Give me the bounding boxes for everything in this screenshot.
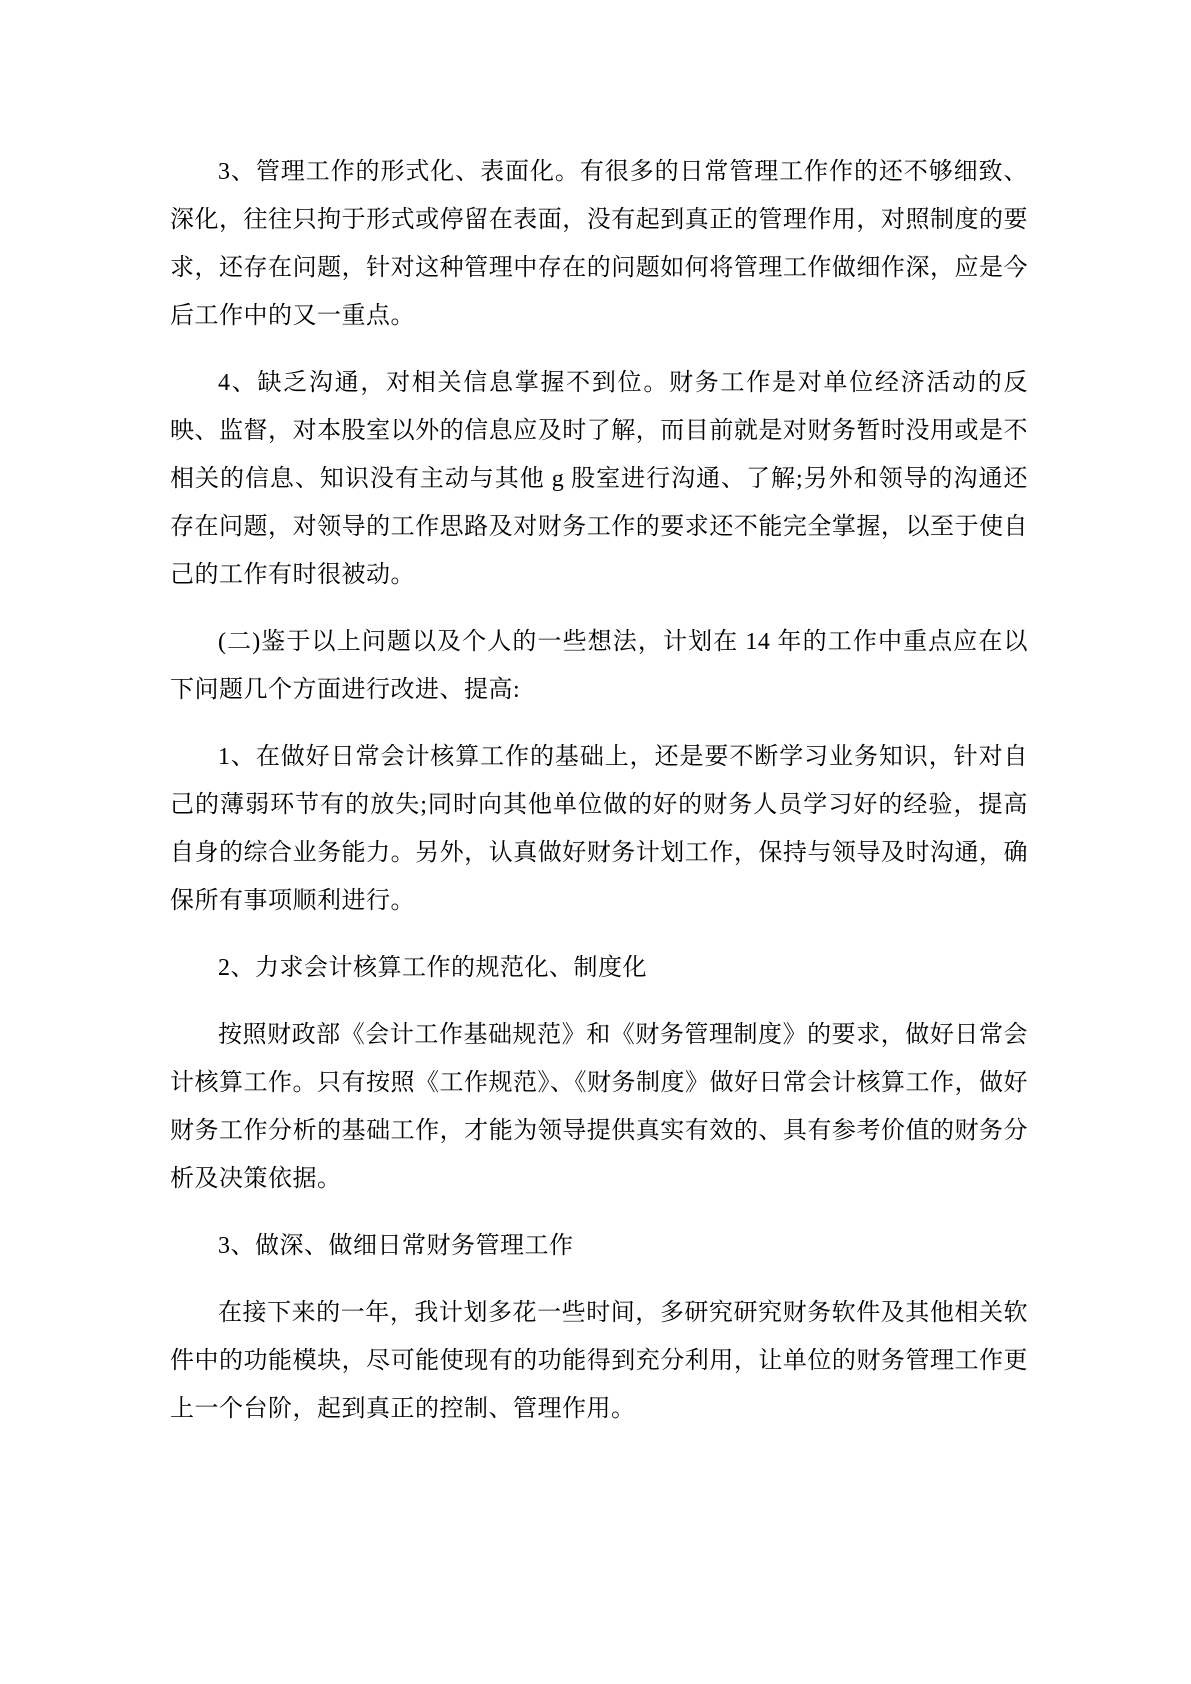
paragraph: 2、力求会计核算工作的规范化、制度化 xyxy=(218,955,647,981)
paragraph: (二)鉴于以上问题以及个人的一些想法，计划在 14 年的工作中重点应在以下问题几个方面进行改进、提高: xyxy=(170,629,1028,703)
paragraph: 在接下来的一年，我计划多花一些时间，多研究研究财务软件及其他相关软件中的功能模块，尽可能使现有的功能得到充分利用，让单位的财务管理工作更上一个台阶，起到真正的控制、管理作用。 xyxy=(170,1300,1028,1422)
document-body xyxy=(170,148,1028,1433)
paragraph: 3、管理工作的形式化、表面化。有很多的日常管理工作作的还不够细致、深化，往往只拘于形式或停留在表面，没有起到真正的管理作用，对照制度的要求，还存在问题，针对这种管理中存在的问题如何将管理工作做细作深，应是今后工作中的又一重点。 xyxy=(170,159,1028,329)
paragraph: 按照财政部《会计工作基础规范》和《财务管理制度》的要求，做好日常会计核算工作。只有按照《工作规范》、《财务制度》做好日常会计核算工作，做好财务工作分析的基础工作，才能为领导提供真实有效的、具有参考价值的财务分析及决策依据。 xyxy=(170,1022,1028,1192)
paragraph: 4、缺乏沟通，对相关信息掌握不到位。财务工作是对单位经济活动的反映、监督，对本股室以外的信息应及时了解，而目前就是对财务暂时没用或是不相关的信息、知识没有主动与其他 g 股室进行沟通、了解;另外和领导的沟通还存在问题，对领导的工作思路及对财务工作的要求还不能完全掌握，以至于使自己的工作有时很被动。 xyxy=(170,370,1028,588)
paragraph: 3、做深、做细日常财务管理工作 xyxy=(218,1233,574,1259)
paragraph: 1、在做好日常会计核算工作的基础上，还是要不断学习业务知识，针对自己的薄弱环节有的放失;同时向其他单位做的好的财务人员学习好的经验，提高自身的综合业务能力。另外，认真做好财务计划工作，保持与领导及时沟通，确保所有事项顺利进行。 xyxy=(170,744,1028,914)
